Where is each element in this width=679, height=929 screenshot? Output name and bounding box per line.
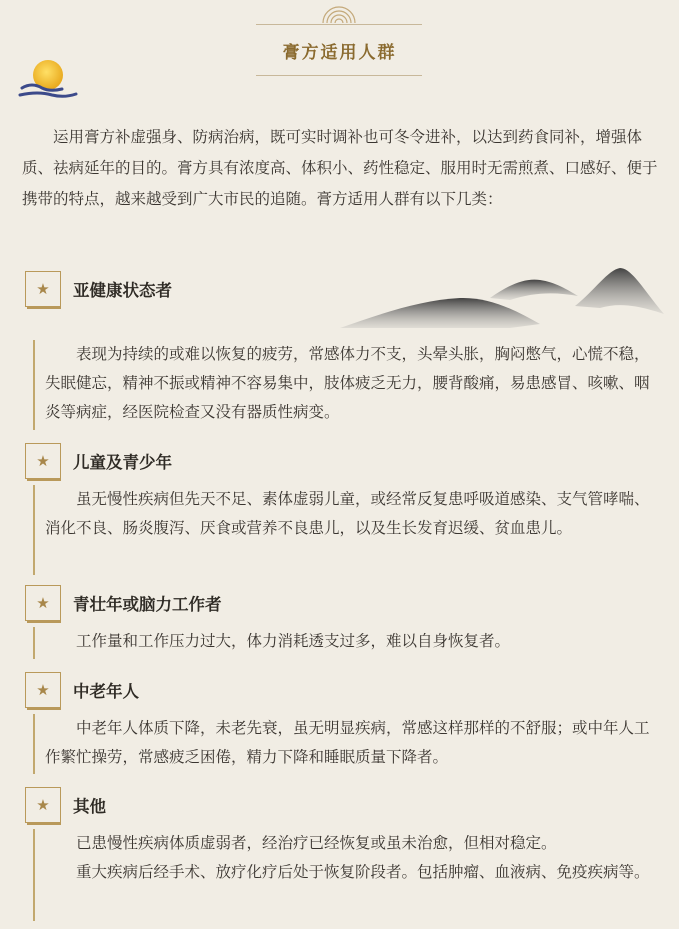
intro-paragraph: 运用膏方补虚强身、防病治病，既可实时调补也可冬令进补，以达到药食同补，增强体质、祛病延年的目的。膏方具有浓度高、体积小、药性稳定、服用时无需煎煮、口感好、便于携带的特点，越来越受到广大市民的追随。膏方适用人群有以下几类： xyxy=(22,128,658,208)
section-body-others xyxy=(33,829,659,921)
section-body-elderly xyxy=(33,714,659,774)
section-paragraph: 已患慢性疾病体质虚弱者，经治疗已经恢复或虽未治愈，但相对稳定。 xyxy=(76,834,557,852)
section-underline xyxy=(27,307,61,309)
section-underline xyxy=(27,708,61,710)
section-title: 中老年人 xyxy=(73,682,139,701)
star-icon: ★ xyxy=(25,443,61,479)
ink-mountains-illustration xyxy=(340,262,664,334)
fan-ornament-icon xyxy=(321,6,357,24)
section-title: 其他 xyxy=(73,797,106,816)
section-body-young-adults xyxy=(33,627,659,659)
section-body-subhealth xyxy=(33,340,659,430)
section-paragraph: 工作量和工作压力过大，体力消耗透支过多，难以自身恢复者。 xyxy=(76,632,511,650)
star-icon: ★ xyxy=(25,585,61,621)
star-icon: ★ xyxy=(25,787,61,823)
section-underline xyxy=(27,823,61,825)
section-paragraph: 虽无慢性疾病但先天不足、素体虚弱儿童，或经常反复患呼吸道感染、支气管哮喘、消化不良、肠炎腹泻、厌食或营养不良患儿，以及生长发育迟缓、贫血患儿。 xyxy=(45,490,650,537)
star-icon: ★ xyxy=(25,271,61,307)
header-divider-bottom xyxy=(256,75,422,76)
section-title: 亚健康状态者 xyxy=(73,281,172,300)
section-title: 儿童及青少年 xyxy=(73,453,172,472)
section-title: 青壮年或脑力工作者 xyxy=(73,595,222,614)
moon-cloud-icon xyxy=(18,58,78,102)
section-underline xyxy=(27,479,61,481)
header-divider-top xyxy=(256,24,422,25)
section-paragraph: 中老年人体质下降，未老先衰，虽无明显疾病，常感这样那样的不舒服；或中年人工作繁忙操劳，常感疲乏困倦，精力下降和睡眠质量下降者。 xyxy=(45,719,650,766)
section-underline xyxy=(27,621,61,623)
page-title: 膏方适用人群 xyxy=(282,43,397,63)
star-icon: ★ xyxy=(25,672,61,708)
section-body-children xyxy=(33,485,659,575)
section-paragraph: 表现为持续的或难以恢复的疲劳，常感体力不支，头晕头胀，胸闷憋气，心慌不稳，失眠健忘，精神不振或精神不容易集中，肢体疲乏无力，腰背酸痛，易患感冒、咳嗽、咽炎等病症，经医院检查又没有器质性病变。 xyxy=(45,345,650,421)
section-paragraph: 重大疾病后经手术、放疗化疗后处于恢复阶段者。包括肿瘤、血液病、免疫疾病等。 xyxy=(76,863,650,881)
